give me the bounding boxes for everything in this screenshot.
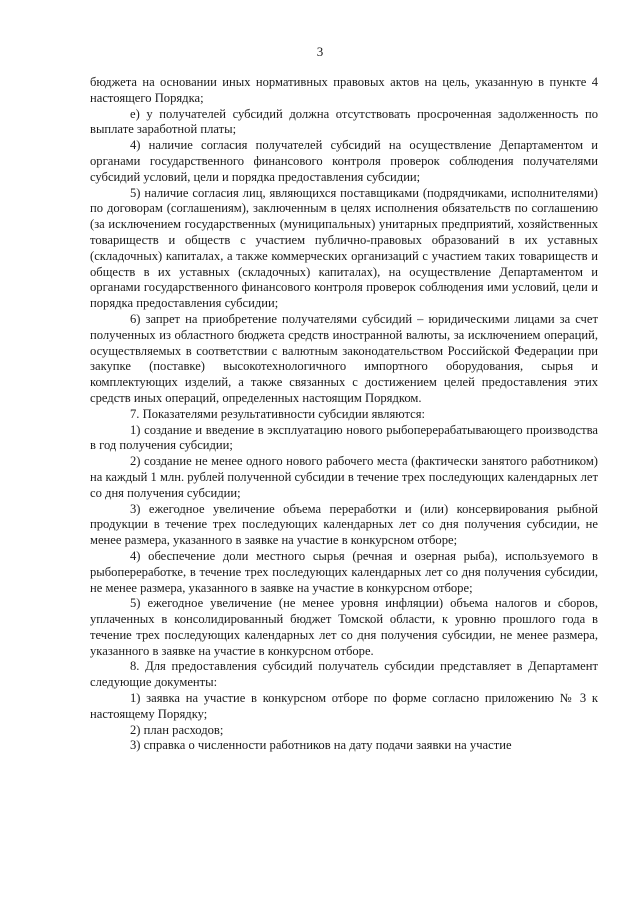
paragraph-indicator-2: 2) создание не менее одного нового рабочего места (фактически занятого работником) на каждый 1 млн. рублей полученной субсидии в течение трех последующих календарных лет со дня получения субсидии; bbox=[90, 454, 598, 500]
paragraph-item-e: е) у получателей субсидий должна отсутствовать просроченная задолженность по выплате заработной платы; bbox=[90, 106, 598, 137]
paragraph-indicator-5: 5) ежегодное увеличение (не менее уровня инфляции) объема налогов и сборов, уплаченных в консолидированный бюджет Томской области, к уровню прошлого года в течение трех последующих календарных лет со дня получения субсидии, не менее размера, указанного в заявке на участие в конкурсном отборе. bbox=[90, 596, 598, 658]
paragraph-document-1: 1) заявка на участие в конкурсном отборе по форме согласно приложению № 3 к настоящему Порядку; bbox=[90, 691, 598, 721]
document-body bbox=[90, 75, 598, 754]
paragraph-indicator-1: 1) создание и введение в эксплуатацию нового рыбоперерабатывающего производства в год получения субсидии; bbox=[90, 422, 598, 453]
paragraph-continuation: бюджета на основании иных нормативных правовых актов на цель, указанную в пункте 4 настоящего Порядка; bbox=[90, 75, 598, 105]
paragraph-indicator-4: 4) обеспечение доли местного сырья (речная и озерная рыба), используемого в рыбопереработке, в течение трех последующих календарных лет со дня получения субсидии, не менее размера, указанного в заявке на участие в конкурсном отборе; bbox=[90, 548, 598, 595]
paragraph-document-2: 2) план расходов; bbox=[130, 722, 224, 737]
paragraph-section-8: 8. Для предоставления субсидий получатель субсидии представляет в Департамент следующие документы: bbox=[90, 659, 598, 690]
paragraph-item-5: 5) наличие согласия лиц, являющихся поставщиками (подрядчиками, исполнителями) по договорам (соглашениям), заключенным в целях исполнения обязательств по соглашению (за исключением государственных (муниципальных) унитарных предприятий, хозяйственных товариществ и обществ с участием публично-правовых образований в их уставных (складочных) капиталах, а также коммерческих организаций с участием таких товариществ и обществ в их уставных (складочных) капиталах), на осуществление Департаментом и органами государственного финансового контроля проверок соблюдения ими условий, цели и порядка предоставления субсидии; bbox=[90, 185, 598, 311]
paragraph-item-4: 4) наличие согласия получателей субсидий на осуществление Департаментом и органами государственного финансового контроля проверок соблюдения получателями субсидий условий, цели и порядка предоставления субсидии; bbox=[90, 138, 598, 184]
paragraph-item-6: 6) запрет на приобретение получателями субсидий – юридическими лицами за счет полученных из областного бюджета средств иностранной валюты, за исключением операций, осуществляемых в соответствии с валютным законодательством Российской Федерации при закупке (поставке) высокотехнологичного импортного оборудования, сырья и комплектующих изделий, а также связанных с достижением целей предоставления этих средств иных операций, определенных настоящим Порядком. bbox=[90, 311, 598, 405]
paragraph-indicator-3: 3) ежегодное увеличение объема переработки и (или) консервирования рыбной продукции в течение трех последующих календарных лет со дня получения субсидии, не менее размера, указанного в заявке на участие в конкурсном отборе; bbox=[90, 501, 598, 548]
paragraph-section-7: 7. Показателями результативности субсидии являются: bbox=[130, 406, 426, 421]
paragraph-document-3: 3) справка о численности работников на дату подачи заявки на участие bbox=[130, 738, 512, 753]
page-number: 3 bbox=[316, 44, 324, 59]
